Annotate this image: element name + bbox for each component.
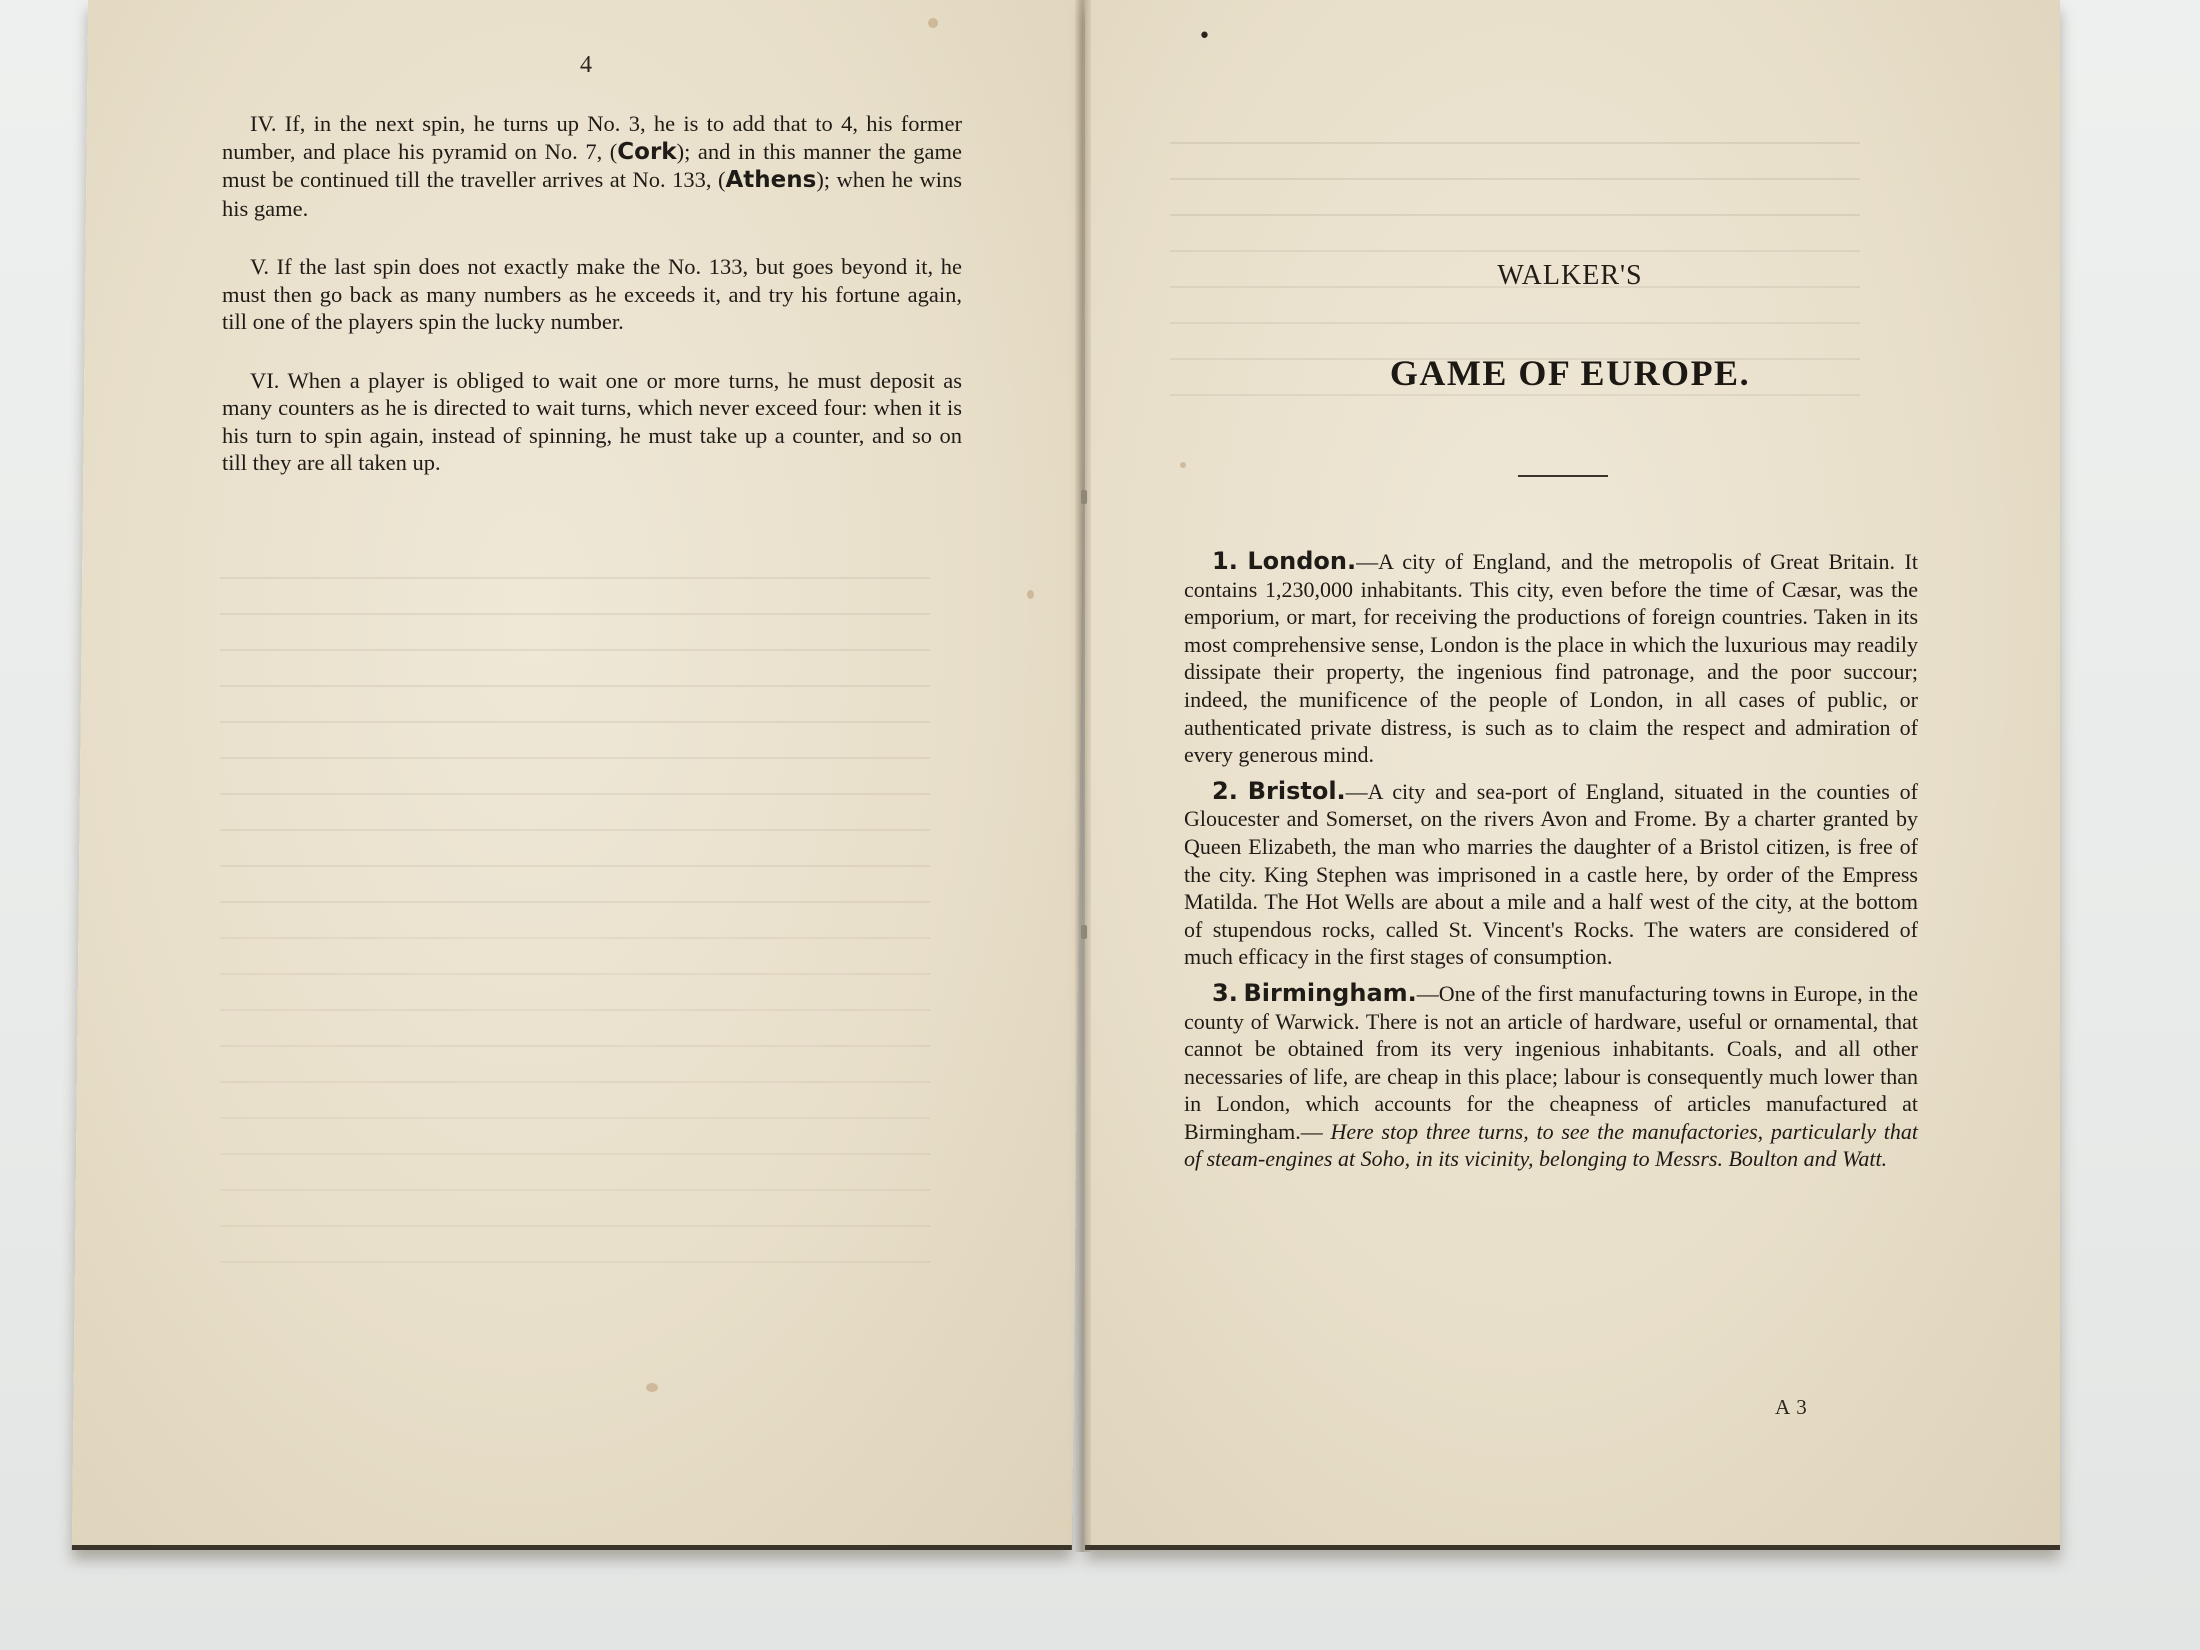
foxing-spot bbox=[928, 18, 938, 28]
printer-dot: • bbox=[1198, 24, 1211, 49]
rule-vi: VI. When a player is obliged to wait one or more turns, he must deposit as many counters as he is directed to wait turns, which never exceed four: when it is his turn to spin again, instead of spinning, he must take up a counter, and so on till they are all taken up. bbox=[222, 367, 962, 475]
entry-bristol bbox=[1184, 778, 1918, 971]
entry-name: Bristol. bbox=[1247, 776, 1346, 805]
entry-number: 3. bbox=[1212, 978, 1238, 1007]
rule-iv-text-middle: ); and in this manner the game must be continued till the traveller arrives at No. 133, ( bbox=[222, 138, 963, 192]
show-through-left bbox=[220, 555, 930, 1275]
entry-text: —One of the first manufacturing towns in Europe, in the county of Warwick. There is not an article of hardware, useful or ornamental, that cannot be obtained from its very ingenious inhabitants. Coals, and all other necessaries of life, are cheap in this place; labour is consequently much lower than in London, which accounts for the cheapness of articles manufactured at Birmingham.— bbox=[1184, 980, 1918, 1144]
staple-top bbox=[1081, 490, 1087, 504]
entry-london bbox=[1184, 548, 1918, 769]
rule-iv bbox=[222, 110, 962, 222]
entry-text: —A city of England, and the metropolis of Great Britain. It contains 1,230,000 inhabitants. This city, even before the time of Cæsar, was the emporium, or mart, for receiving the productions of foreign countries. Taken in its most comprehensive sense, London is the place in which the luxurious may readily dissipate their property, the ingenious find patronage, and the poor succour; indeed, the munificence of the people of London, in all cases of public, or authenticated private distress, is such as to claim the respect and admiration of every generous mind. bbox=[1184, 549, 1918, 768]
place-cork: Cork bbox=[617, 138, 677, 165]
title-divider bbox=[1518, 475, 1608, 477]
left-page-text bbox=[222, 110, 962, 508]
entry-text: —A city and sea-port of England, situated in the counties of Gloucester and Somerset, on the rivers Avon and Frome. By a charter granted by Queen Elizabeth, the man who marries the daughter of a Bristol citizen, is free of the city. King Stephen was imprisoned in a castle here, by order of the Empress Matilda. The Hot Wells are about a mile and a half west of the city, at the bottom of stupendous rocks, called St. Vincent's Rocks. The waters are considered of much efficacy in the first stages of consumption. bbox=[1184, 778, 1919, 970]
entry-name: London. bbox=[1247, 547, 1357, 575]
entry-note: Here stop three turns, to see the manufactories, particularly that of steam-engines at Soho, in its vicinity, belonging to Messrs. Boulton and Watt. bbox=[1184, 1118, 1919, 1172]
right-page-entries bbox=[1184, 548, 1918, 1182]
foxing-spot bbox=[646, 1383, 658, 1392]
entry-number: 1. bbox=[1212, 547, 1238, 575]
place-athens: Athens bbox=[725, 167, 817, 193]
entry-birmingham bbox=[1184, 980, 1918, 1173]
signature-mark: A 3 bbox=[1775, 1395, 1808, 1419]
rule-iv-text-start: IV. If, in the next spin, he turns up No. 3, he is to add that to 4, his former number, and place his pyramid on No. 7, ( bbox=[222, 111, 962, 164]
rule-iv-text-end: ); when he wins his game. bbox=[222, 167, 962, 221]
spine-fold bbox=[1075, 0, 1091, 1552]
foxing-spot bbox=[1027, 590, 1034, 599]
rule-v: V. If the last spin does not exactly make the No. 133, but goes beyond it, he must then go back as many numbers as he exceeds it, and try his fortune again, till one of the players spin the lucky number. bbox=[222, 254, 962, 334]
title-game-of-europe: GAME OF EUROPE. bbox=[1389, 353, 1751, 393]
staple-bottom bbox=[1081, 925, 1087, 939]
entry-number: 2. bbox=[1212, 776, 1238, 805]
foxing-spot bbox=[1180, 462, 1186, 468]
entry-name: Birmingham. bbox=[1243, 978, 1417, 1007]
left-page-number: 4 bbox=[580, 52, 592, 78]
title-walkers: WALKER'S bbox=[1497, 260, 1643, 291]
